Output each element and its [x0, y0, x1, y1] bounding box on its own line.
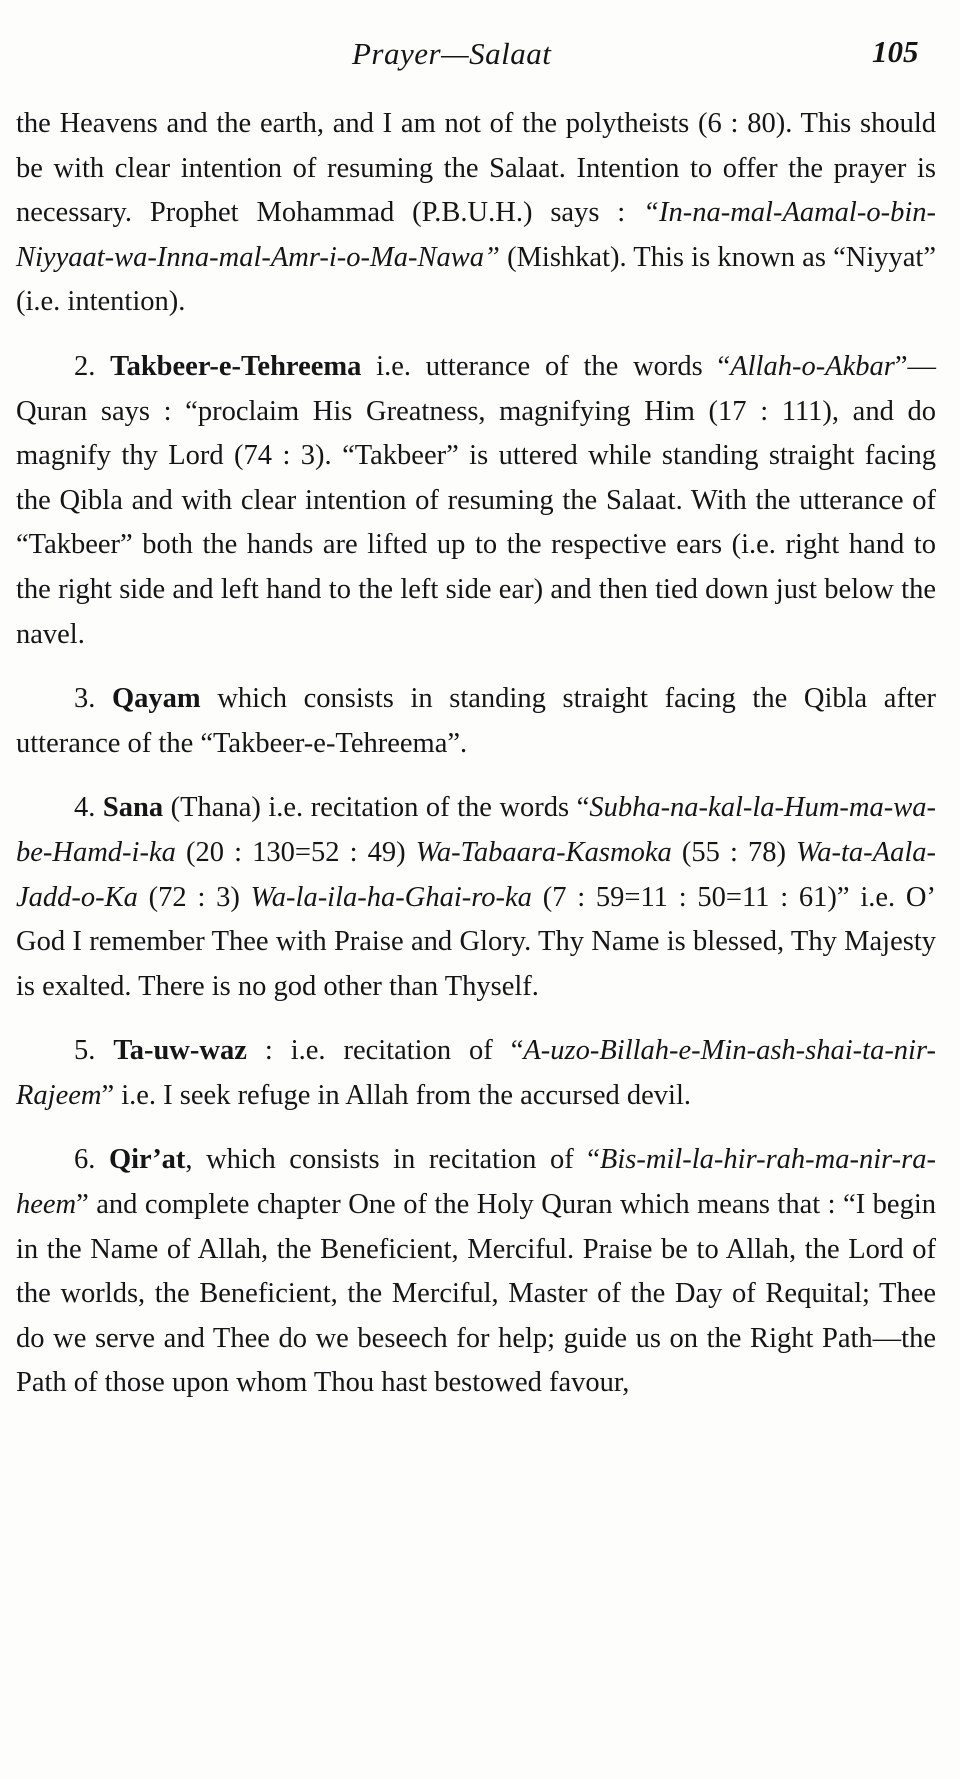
- text-run: (7 : 59=11 : 50=11 : 61)” i.e. O’ God I remember Thee with Praise and Glory. Thy Name is blessed, Thy Majesty is exalted. There is no god other than Thyself.: [16, 881, 936, 1002]
- paragraph-sana: [16, 786, 936, 1009]
- text-run: 3.: [74, 683, 113, 715]
- italic-transliteration: Allah-o-Akbar: [730, 350, 895, 382]
- running-header: [0, 30, 960, 80]
- bold-term: Qayam: [112, 683, 201, 715]
- text-run: i.e. utterance of the words “: [361, 350, 731, 382]
- text-run: (Thana) i.e. recitation of the words “: [163, 792, 590, 824]
- text-run: which consists in standing straight facing the Qibla after utterance of the “Takbeer-e-Tehreema”.: [16, 683, 937, 759]
- text-run: : i.e. recitation of “: [246, 1035, 524, 1067]
- text-run: 4.: [74, 792, 103, 824]
- text-run: the Heavens and the earth, and I am not of the polytheists (6 : 80). This should be with clear intention of resuming the Salaat. Intention to offer the prayer is necessary. Prophet Mohammad (P.B.U.H.) says :: [16, 108, 936, 229]
- italic-transliteration: Subha-na-kal-la-Hum-ma-wa-be-Hamd-i-ka: [16, 792, 936, 868]
- paragraph-qayam: [16, 677, 936, 766]
- bold-term: Takbeer-e-Tehreema: [110, 350, 362, 382]
- text-run: ”—Quran says : “proclaim His Greatness, magnifying Him (17 : 111), and do magnify thy Lord (74 : 3). “Takbeer” is uttered while standing straight facing the Qibla and with clear intention of resuming the Salaat. With the utterance of “Takbeer” both the hands are lifted up to the respective ears (i.e. right hand to the right side and left hand to the left side ear) and then tied down just below the navel.: [16, 350, 936, 650]
- bold-term: Ta-uw-waz: [113, 1035, 247, 1067]
- italic-transliteration: Bis-mil-la-hir-rah-ma-nir-ra-heem: [16, 1144, 936, 1221]
- italic-transliteration: A-uzo-Billah-e-Min-ash-shai-ta-nir-Rajeem: [16, 1035, 936, 1111]
- text-run: (20 : 130=52 : 49): [175, 836, 416, 868]
- page-body: [16, 102, 936, 1406]
- running-title: Prayer—Salaat: [352, 36, 552, 71]
- paragraph-takbeer-e-tehreema: [16, 345, 936, 657]
- text-run: (72 : 3): [137, 881, 251, 913]
- text-run: (55 : 78): [671, 836, 797, 868]
- text-run: (Mishkat). This is known as “Niyyat” (i.e. intention).: [16, 241, 936, 318]
- text-run: , which consists in recitation of “: [185, 1144, 600, 1176]
- text-run: 6.: [74, 1144, 109, 1176]
- paragraph-ta-uw-waz: [16, 1029, 936, 1118]
- text-run: 5.: [74, 1035, 114, 1067]
- italic-transliteration: Wa-la-ila-ha-Ghai-ro-ka: [250, 881, 532, 913]
- text-run: ” i.e. I seek refuge in Allah from the accursed devil.: [101, 1079, 692, 1111]
- text-run: 2.: [74, 350, 111, 382]
- paragraph-qirat: [16, 1138, 936, 1406]
- page-number: 105: [872, 34, 919, 69]
- paragraph-intention: [16, 102, 936, 325]
- italic-transliteration: Wa-ta-Aala-Jadd-o-Ka: [16, 836, 936, 913]
- bold-term: Qir’at: [108, 1144, 186, 1176]
- italic-transliteration: Wa-Tabaara-Kasmoka: [415, 836, 672, 868]
- text-run: ” and complete chapter One of the Holy Quran which means that : “I begin in the Name of Allah, the Beneficient, Merciful. Praise be to Allah, the Lord of the worlds, the Beneficient, the Merciful, Master of the Day of Requital; Thee do we serve and Thee do we beseech for help; guide us on the Right Path—the Path of those upon whom Thou hast bestowed favour,: [16, 1189, 936, 1399]
- italic-transliteration: “In-na-mal-Aamal-o-bin-Niyyaat-wa-Inna-mal-Amr-i-o-Ma-Nawa”: [16, 197, 936, 273]
- bold-term: Sana: [102, 792, 164, 824]
